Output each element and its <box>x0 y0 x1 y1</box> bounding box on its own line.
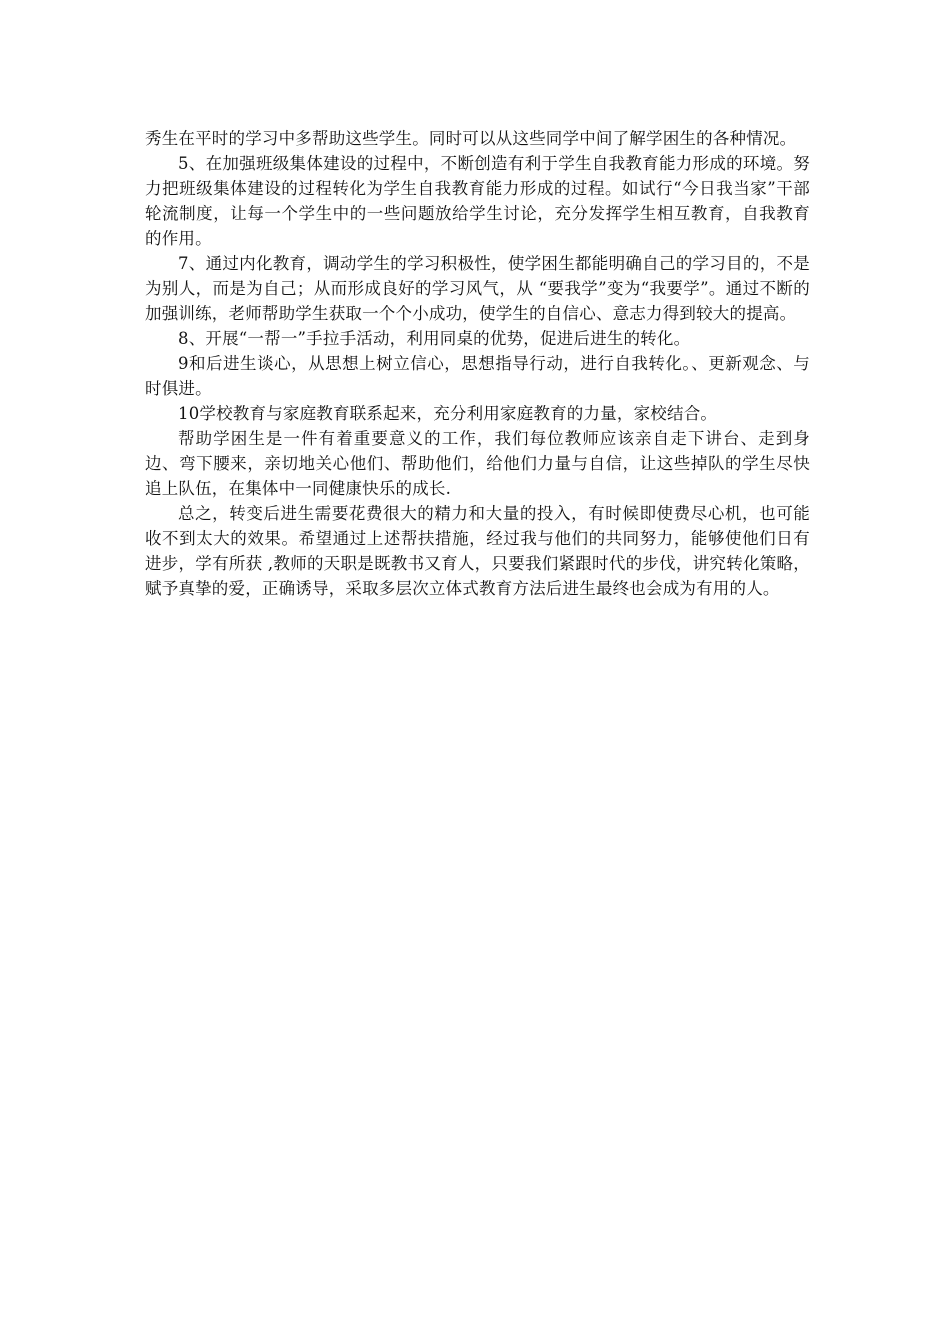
paragraph-item-5: 5、在加强班级集体建设的过程中，不断创造有利于学生自我教育能力形成的环境。努力把班级集体建设的过程转化为学生自我教育能力形成的过程。如试行“今日我当家”干部轮流制度，让每一个学生中的一些问题放给学生讨论，充分发挥学生相互教育，自我教育的作用。 <box>145 154 810 248</box>
paragraph-item-8: 8、开展“一帮一”手拉手活动，利用同桌的优势，促进后进生的转化。 <box>178 329 691 348</box>
paragraph-item-9: 9和后进生谈心，从思想上树立信心，思想指导行动，进行自我转化。、更新观念、与时俱进。 <box>145 354 810 398</box>
document-body <box>145 126 810 601</box>
paragraph-conclusion: 总之，转变后进生需要花费很大的精力和大量的投入，有时候即使费尽心机，也可能收不到太大的效果。希望通过上述帮扶措施，经过我与他们的共同努力，能够使他们日有进步，学有所获 ,教师的天职是既教书又育人，只要我们紧跟时代的步伐，讲究转化策略，赋予真挚的爱，正确诱导，采取多层次立体式教育方法后进生最终也会成为有用的人。 <box>145 504 810 598</box>
paragraph-item-10: 10学校教育与家庭教育联系起来，充分利用家庭教育的力量，家校结合。 <box>178 404 718 423</box>
paragraph-helping: 帮助学困生是一件有着重要意义的工作，我们每位教师应该亲自走下讲台、走到身边、弯下腰来，亲切地关心他们、帮助他们，给他们力量与自信，让这些掉队的学生尽快追上队伍，在集体中一同健康快乐的成长. <box>145 429 810 498</box>
paragraph-item-7: 7、通过内化教育，调动学生的学习积极性，使学困生都能明确自己的学习目的，不是为别人，而是为自己；从而形成良好的学习风气，从 “要我学”变为“我要学”。通过不断的加强训练，老师帮助学生获取一个个小成功，使学生的自信心、意志力得到较大的提高。 <box>145 254 810 323</box>
paragraph-continuation: 秀生在平时的学习中多帮助这些学生。同时可以从这些同学中间了解学困生的各种情况。 <box>145 129 797 148</box>
